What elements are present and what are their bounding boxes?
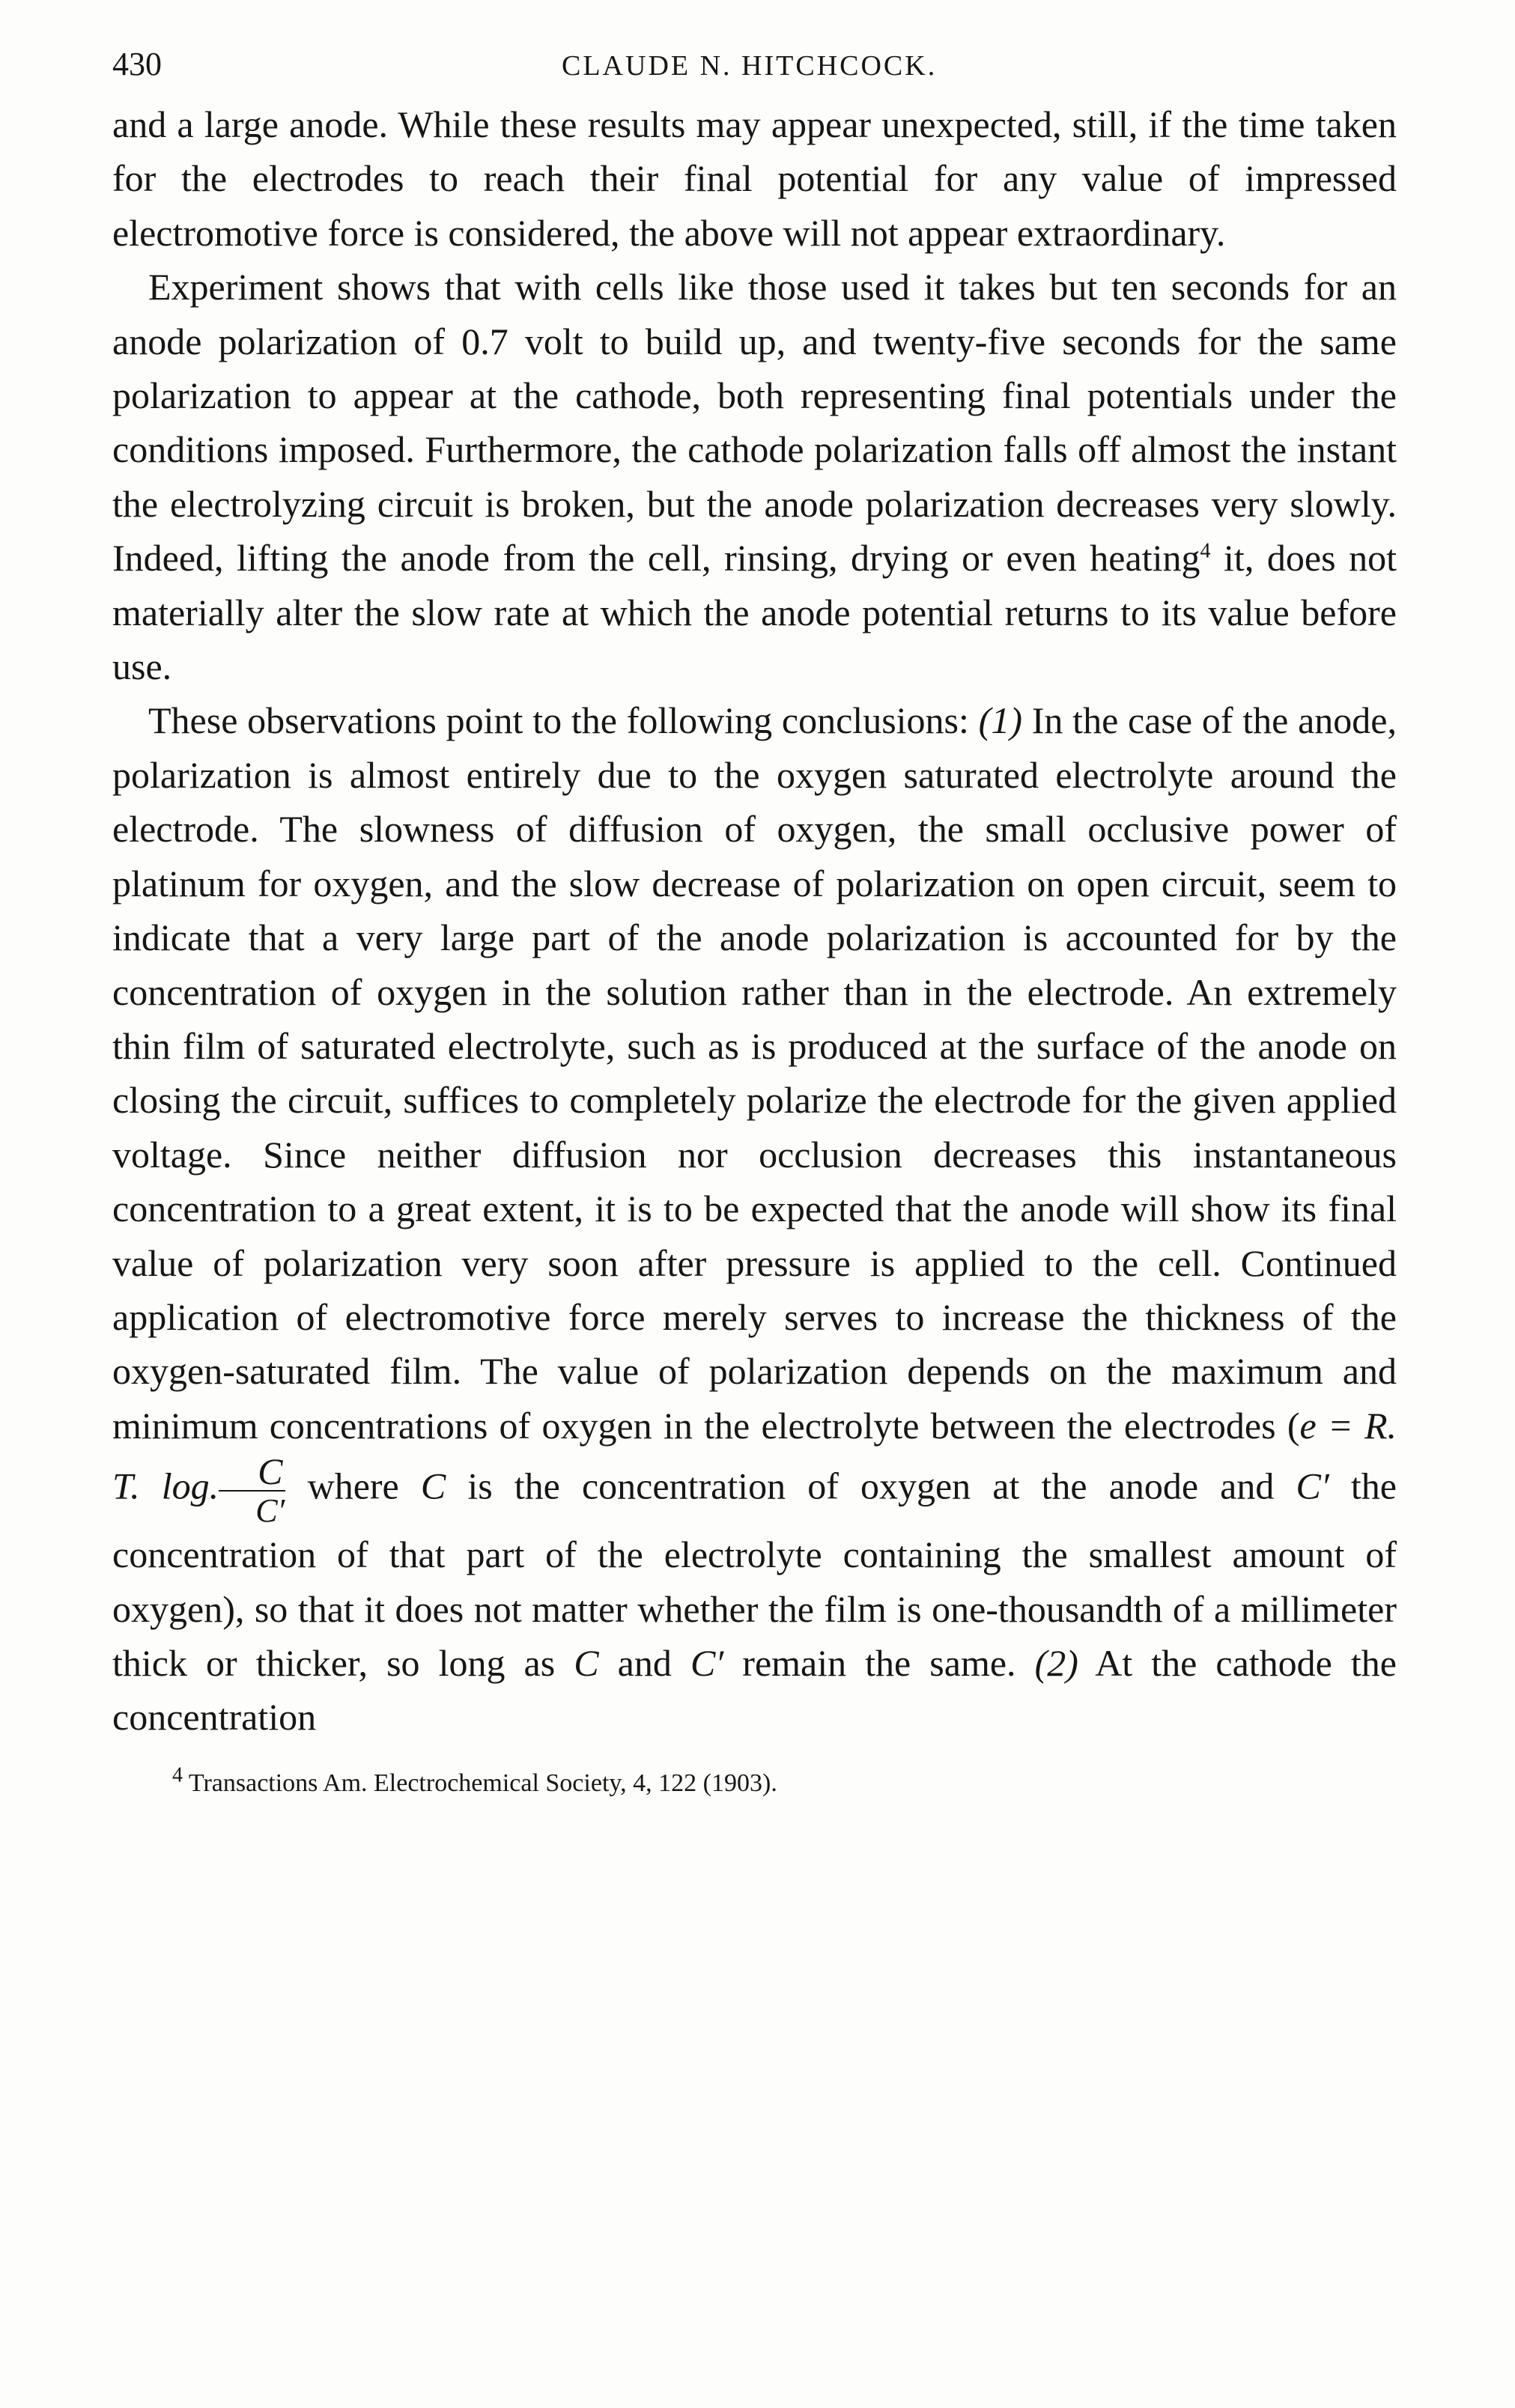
paragraph-2-text-a: Experiment shows that with cells like those used it takes but ten seconds for an anode polarization of 0.7 volt to build up, and twenty-five seconds for the same polarization to appear at the cathode, both representing final potentials under the conditions imposed. Furthermore, the cathode polarization falls off almost the instant the electrolyzing circuit is broken, but the anode polarization decreases very slowly. Indeed, lifting the anode from the cell, rinsing, drying or even heating (112, 266, 1397, 580)
paragraph-3-mid-2: the concentration of that part of the electrolyte containing the smallest amount of oxygen), so that it does not matter whether the film is one-thousandth of a millimeter thick or thicker, so long as (112, 1465, 1397, 1684)
footnote-reference: 4 (1200, 539, 1211, 563)
footnote-text: Transactions Am. Electrochemical Society, 4, 122 (1903). (183, 1769, 777, 1797)
paragraph-2 (112, 260, 1397, 693)
paragraph-3-end: At the cathode the concentration (112, 1641, 1397, 1739)
footnote-mark: 4 (172, 1763, 183, 1787)
variable-c-prime: C′ (1296, 1465, 1329, 1507)
paragraph-3 (112, 693, 1397, 1744)
running-head (112, 45, 1397, 97)
running-title: CLAUDE N. HITCHCOCK. (562, 50, 938, 82)
paragraph-3-mid-3: and (598, 1641, 690, 1684)
page (112, 45, 1397, 1802)
formula-lhs: e = R. T. log. (112, 1404, 1397, 1507)
paragraph-3-where: where (285, 1465, 421, 1507)
paragraph-3-mid-1: is the concentration of oxygen at the anode and (446, 1465, 1296, 1507)
footnote (112, 1763, 1397, 1802)
paragraph-3-main: In the case of the anode, polarization is almost entirely due to the oxygen saturated electrolyte around the electrode. The slowness of diffusion of oxygen, the small occlusive power of platinum for oxygen, and the slow decrease of polarization on open circuit, seem to indicate that a very large part of the anode polarization is accounted for by the concentration of oxygen in the solution rather than in the electrode. An extremely thin film of saturated electrolyte, such as is produced at the surface of the anode on closing the circuit, suffices to completely polarize the electrode for the given applied voltage. Since neither diffusion nor occlusion decreases this instantaneous concentration to a great extent, it is to be expected that the anode will show its final value of polarization very soon after pressure is applied to the cell. Continued application of electromotive force merely serves to increase the thickness of the oxygen-saturated film. The value of polarization depends on the maximum and minimum concentrations of oxygen in the electrolyte between the electrodes ( (112, 699, 1397, 1447)
paragraph-3-mid-4: remain the same. (723, 1641, 1035, 1684)
enumerator-2: (2) (1034, 1641, 1078, 1684)
paragraph-2-text-b: it, does not materially alter the slow rate at which the anode potential returns to its value before use. (112, 537, 1397, 688)
variable-c-2: C (574, 1641, 599, 1684)
formula-fraction (219, 1450, 285, 1530)
paragraph-1 (112, 97, 1397, 260)
variable-c-prime-2: C′ (690, 1641, 724, 1684)
page-number: 430 (112, 46, 162, 82)
enumerator-1: (1) (978, 699, 1022, 742)
formula-denominator: C′ (255, 1492, 285, 1530)
paragraph-1-text: and a large anode. While these results may appear unexpected, still, if the time taken for the electrodes to reach their final potential for any value of impressed electromotive force is considered, the above will not appear extraordinary. (112, 103, 1397, 254)
variable-c: C (420, 1465, 446, 1507)
formula-numerator: C (219, 1453, 285, 1492)
paragraph-3-intro: These observations point to the following conclusions: (148, 699, 979, 742)
